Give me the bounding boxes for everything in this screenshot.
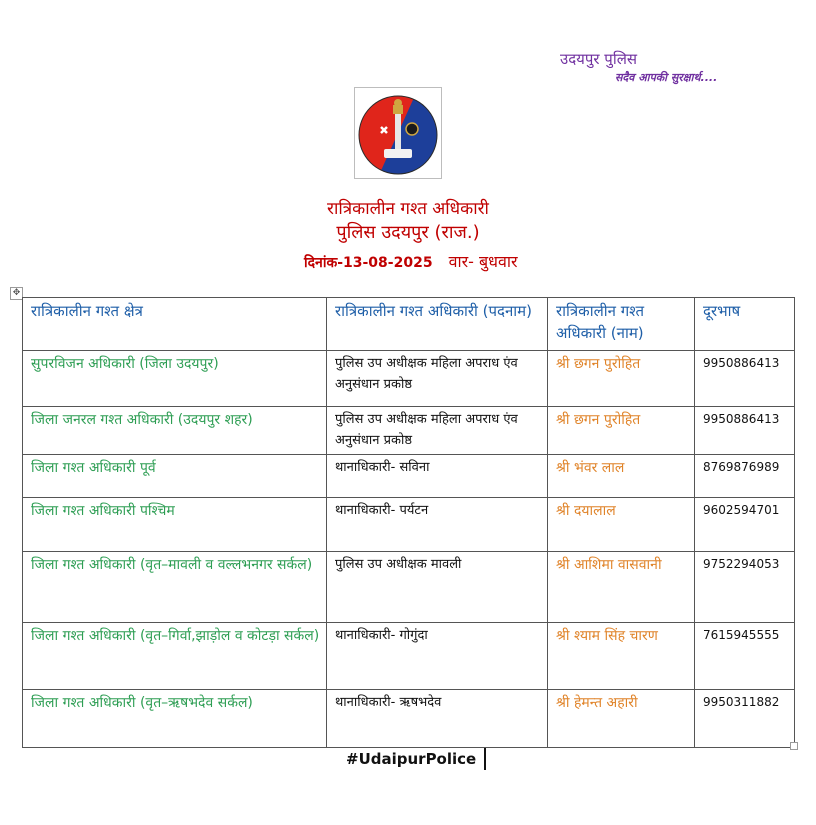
officer-name-cell: श्री आशिमा वासवानी <box>548 552 695 623</box>
table-header-row <box>23 298 795 351</box>
officer-name-cell: श्री हेमन्त अहारी <box>548 690 695 748</box>
column-header-phone: दूरभाष <box>695 298 795 351</box>
area-cell: सुपरविजन अधिकारी (जिला उदयपुर) <box>23 351 327 407</box>
date-label: दिनांक-13-08-2025 <box>304 255 433 271</box>
officer-name-cell: श्री छगन पुरोहित <box>548 351 695 407</box>
area-cell: जिला गश्त अधिकारी (वृत–मावली व वल्लभनगर सर्कल) <box>23 552 327 623</box>
phone-cell: 9950886413 <box>695 351 795 407</box>
area-cell: जिला गश्त अधिकारी पूर्व <box>23 455 327 498</box>
date-line <box>304 251 518 274</box>
phone-cell: 9752294053 <box>695 552 795 623</box>
area-cell: जिला गश्त अधिकारी (वृत–गिर्वा,झाड़ोल व कोटड़ा सर्कल) <box>23 623 327 690</box>
area-cell: जिला गश्त अधिकारी (वृत–ऋषभदेव सर्कल) <box>23 690 327 748</box>
page-subtitle: पुलिस उदयपुर (राज.) <box>336 222 480 243</box>
officer-name-cell: श्री दयालाल <box>548 498 695 552</box>
designation-cell: पुलिस उप अधीक्षक महिला अपराध एंव अनुसंधान प्रकोष्ठ <box>327 351 548 407</box>
designation-cell: थानाधिकारी- गोगुंदा <box>327 623 548 690</box>
phone-cell: 9950311882 <box>695 690 795 748</box>
brand-tagline: सदैव आपकी सुरक्षार्थ.... <box>615 71 718 84</box>
hashtag-footer: #UdaipurPolice <box>346 748 486 770</box>
phone-cell: 9950886413 <box>695 407 795 455</box>
officer-name-cell: श्री भंवर लाल <box>548 455 695 498</box>
designation-cell: पुलिस उप अधीक्षक महिला अपराध एंव अनुसंधान प्रकोष्ठ <box>327 407 548 455</box>
table-row <box>23 552 795 623</box>
table-row <box>23 351 795 407</box>
officer-name-cell: श्री छगन पुरोहित <box>548 407 695 455</box>
page-title: रात्रिकालीन गश्त अधिकारी <box>327 199 489 219</box>
patrol-duty-table <box>22 297 795 748</box>
column-header-name: रात्रिकालीन गश्त अधिकारी (नाम) <box>548 298 695 351</box>
day-label: वार- बुधवार <box>448 252 518 271</box>
rajasthan-police-emblem-icon <box>354 87 442 179</box>
column-header-designation: रात्रिकालीन गश्त अधिकारी (पदनाम) <box>327 298 548 351</box>
phone-cell: 9602594701 <box>695 498 795 552</box>
table-move-handle-icon[interactable]: ✥ <box>10 287 23 300</box>
designation-cell: थानाधिकारी- ऋषभदेव <box>327 690 548 748</box>
area-cell: जिला गश्त अधिकारी पश्चिम <box>23 498 327 552</box>
officer-name-cell: श्री श्याम सिंह चारण <box>548 623 695 690</box>
phone-cell: 8769876989 <box>695 455 795 498</box>
table-resize-handle[interactable] <box>790 742 798 750</box>
phone-cell: 7615945555 <box>695 623 795 690</box>
column-header-area: रात्रिकालीन गश्त क्षेत्र <box>23 298 327 351</box>
brand-block <box>560 50 718 84</box>
table-row <box>23 690 795 748</box>
table-row <box>23 455 795 498</box>
designation-cell: थानाधिकारी- पर्यटन <box>327 498 548 552</box>
area-cell: जिला जनरल गश्त अधिकारी (उदयपुर शहर) <box>23 407 327 455</box>
table-row <box>23 623 795 690</box>
table-row <box>23 407 795 455</box>
table-row <box>23 498 795 552</box>
brand-name: उदयपुर पुलिस <box>560 50 638 68</box>
designation-cell: थानाधिकारी- सविना <box>327 455 548 498</box>
designation-cell: पुलिस उप अधीक्षक मावली <box>327 552 548 623</box>
